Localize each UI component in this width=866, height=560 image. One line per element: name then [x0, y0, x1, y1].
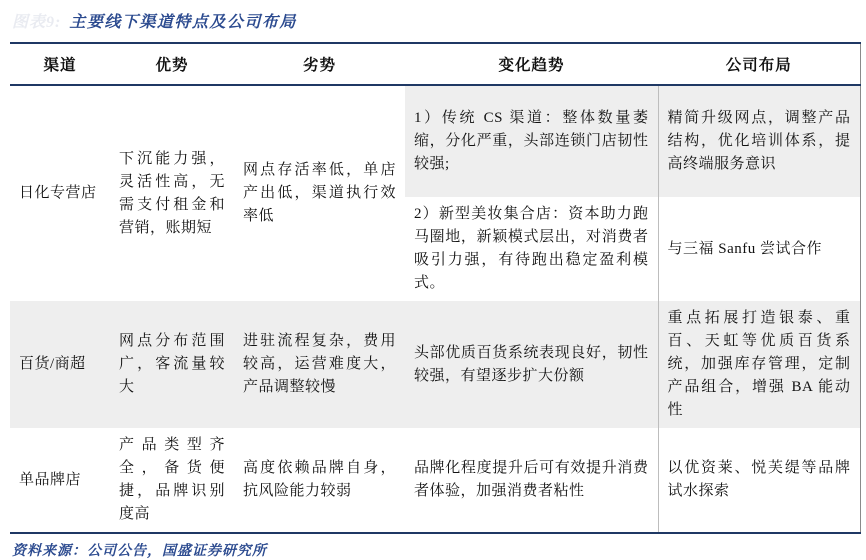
cell-disadvantages-single-brand: 高度依赖品牌自身，抗风险能力较弱: [243, 460, 396, 499]
cell-disadvantages-department-store: 进驻流程复杂，费用较高，运营难度大，产品调整较慢: [234, 301, 405, 428]
cell-layout-department-store: 重点拓展打造银泰、重百、天虹等优质百货系统，加强库存管理，定制产品组合，增强 BA 能动性: [658, 301, 860, 428]
cell-trends-department-store: 头部优质百货系统表现良好，韧性较强，有望逐步扩大份额: [405, 301, 658, 428]
table-row-single-brand-store: [10, 428, 860, 533]
cell-layout-sanfu-cooperation: 与三福 Sanfu 尝试合作: [658, 197, 860, 301]
cell-channel-department-store: 百货/商超: [10, 301, 110, 428]
table-header-row: [10, 43, 860, 85]
cell-layout-single-brand: 以优资莱、悦芙缇等品牌试水探索: [658, 428, 860, 533]
col-header-company-layout: 公司布局: [658, 43, 860, 85]
cell-advantages-cs-store: 下沉能力强，灵活性高，无需支付租金和营销，账期短: [119, 150, 225, 236]
cell-layout-upgrade-network: 精简升级网点，调整产品结构，优化培训体系，提高终端服务意识: [658, 85, 860, 197]
col-header-channel: 渠道: [10, 43, 110, 85]
figure-title: 主要线下渠道特点及公司布局: [69, 14, 297, 31]
figure-caption: [0, 0, 866, 42]
col-header-advantages: 优势: [110, 43, 234, 85]
table-row-cs-store-a: [10, 85, 860, 197]
cell-disadvantages-cs-store: 网点存活率低，单店产出低，渠道执行效率低: [243, 162, 396, 224]
cell-trend-traditional-cs: 1）传统 CS 渠道：整体数量萎缩，分化严重，头部连锁门店韧性较强;: [405, 85, 658, 197]
cell-channel-cs-store: 日化专营店: [19, 185, 97, 201]
channel-comparison-table: [10, 42, 861, 534]
cell-channel-single-brand: 单品牌店: [19, 471, 82, 488]
cell-advantages-department-store: 网点分布范围广，客流量较大: [110, 301, 234, 428]
col-header-disadvantages: 劣势: [234, 43, 405, 85]
cell-trend-new-beauty-collection: 2）新型美妆集合店：资本助力跑马圈地，新颖模式层出，对消费者吸引力强，有待跑出稳定盈利模式。: [414, 206, 649, 291]
cell-advantages-single-brand: 产品类型齐全，备货便捷，品牌识别度高: [119, 437, 225, 522]
source-note: 资料来源：公司公告，国盛证券研究所: [12, 544, 267, 559]
figure-label: 图表9:: [12, 14, 62, 31]
table-row-department-store: [10, 301, 860, 428]
cell-trends-single-brand: 品牌化程度提升后可有效提升消费者体验，加强消费者粘性: [414, 460, 649, 499]
col-header-trends: 变化趋势: [405, 43, 658, 85]
